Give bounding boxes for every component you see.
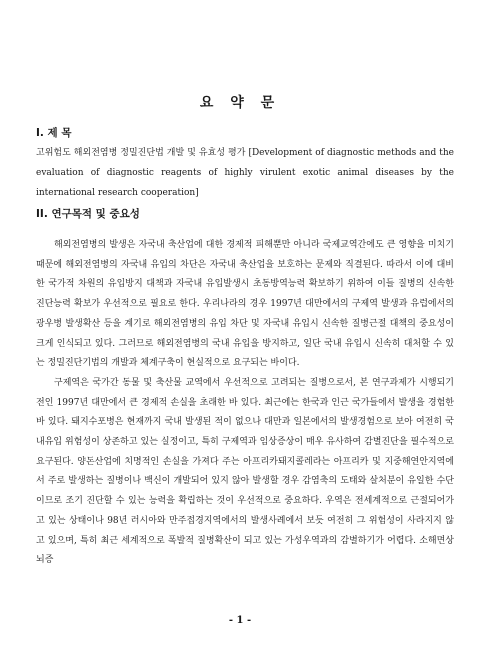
page-number: - 1 - (228, 615, 252, 626)
section-heading-title: I. 제 목 (36, 127, 72, 139)
body-paragraph: 구제역은 국가간 동물 및 축산물 교역에서 우선적으로 고려되는 질병으로서, 본 연구과제가 시행되기 전인 1997년 대만에서 큰 경제적 손실을 초래한 바 있다. 최근에는 한국과 인근 국가들에서 발생을 경험한 바 있다. 돼지수포병은 현재까지 국내 발생된 적이 없으나 대만과 일본에서의 발생경험으로 보아 여전히 국내유입 위험성이 상존하고 있는 실정이고, 특히 구제역과 임상증상이 매우 유사하여 감별진단을 필수적으로 요구된다. 양돈산업에 치명적인 손실을 가져다 주는 아프리카돼지콜레라는 아프리카 및 지중해연안지역에서 주로 발생하는 질병이나 백신이 개발되어 있지 않아 발생할 경우 감염축의 도태와 살처분이 유일한 수단이므로 조기 진단할 수 있는 능력을 확립하는 것이 우선적으로 중요하다. 우역은 전세계적으로 근절되어가고 있는 상태이나 98년 러시아와 만주접경지역에서의 발생사례에서 보듯 여전히 그 위험성이 사라지지 않고 있으며, 특히 최근 세계적으로 폭발적 질병확산이 되고 있는 가성우역과의 감별하기가 어렵다. 소해면상뇌증 (36, 377, 454, 566)
body-paragraph: 해외전염병의 발생은 자국내 축산업에 대한 경제적 피해뿐만 아니라 국제교역간에도 큰 영향을 미치기 때문에 해외전염병의 자국내 유입의 차단은 자국내 축산업을 보호하는 문제와 직결된다. 따라서 이에 대비한 국가적 차원의 유입방지 대책과 자국내 유입발생시 초동방역능력 확보하기 위하여 이들 질병의 신속한 진단능력 확보가 우선적으로 필요로 한다. 우리나라의 경우 1997년 대만에서의 구제역 발생과 유럽에서의 광우병 발생확산 등을 계기로 해외전염병의 유입 차단 및 자국내 유입시 신속한 질병근절 대책의 중요성이 크게 인식되고 있다. 그러므로 해외전염병의 국내 유입을 방지하고, 일단 국내 유입시 신속히 대처할 수 있는 정밀진단기법의 개발과 체계구축이 현실적으로 요구되는 바이다. (36, 240, 454, 369)
page-title: 요 약 문 (199, 95, 281, 111)
project-title-text: 고위험도 해외전염병 정밀진단법 개발 및 유효성 평가 [Development of diagnostic methods and the evaluation of diagnostic reagents of highly virulent exotic animal diseases by the international research cooperation] (36, 148, 454, 198)
section-heading-purpose: II. 연구목적 및 중요성 (36, 208, 140, 220)
purpose-body (36, 236, 454, 571)
